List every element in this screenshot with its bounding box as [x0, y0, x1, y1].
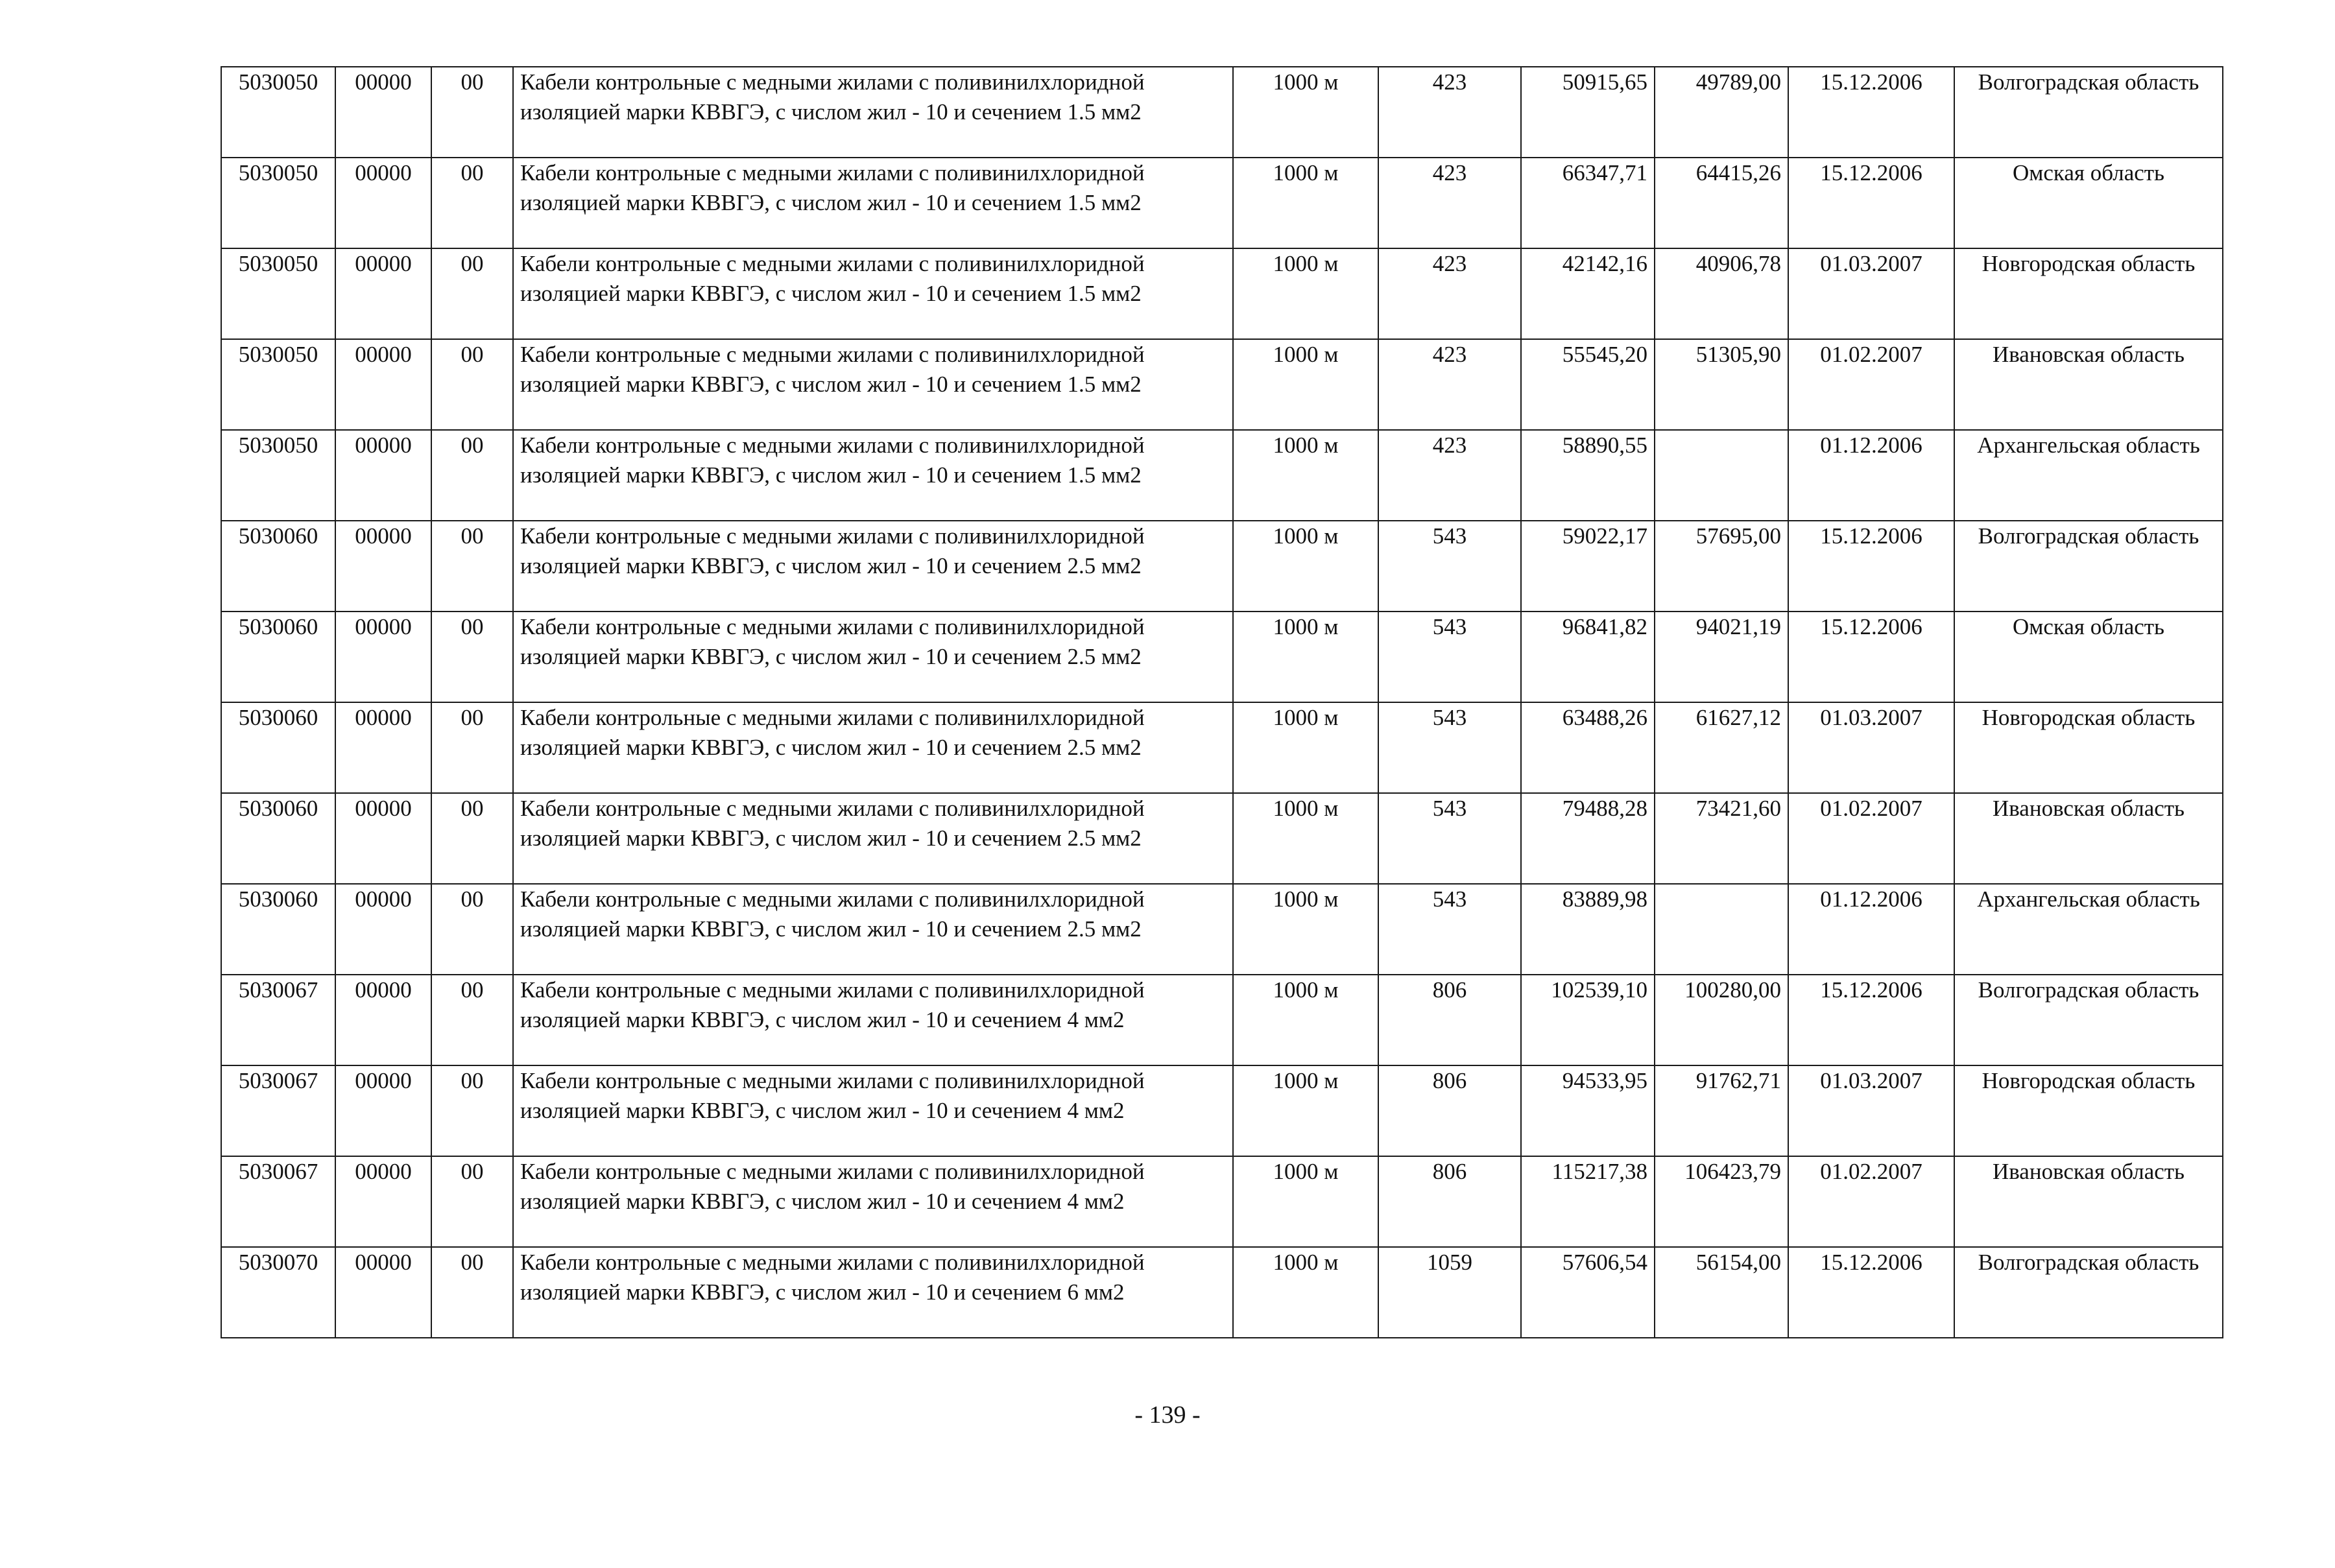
subcode-cell: 00000: [335, 1065, 431, 1156]
subcode-cell: 00000: [335, 1156, 431, 1247]
subcode-cell: 00000: [335, 1247, 431, 1338]
version-cell: 00: [431, 1156, 513, 1247]
product-code-cell: 5030060: [221, 793, 335, 884]
price-cell: 59022,17: [1521, 521, 1655, 612]
price-cell: 63488,26: [1521, 702, 1655, 793]
product-code-cell: 5030067: [221, 975, 335, 1065]
region-cell: Волгоградская область: [1954, 67, 2223, 158]
description-cell: Кабели контрольные с медными жилами с поливинилхлоридной изоляцией марки КВВГЭ, с числом жил - 10 и сечением 2.5 мм2: [513, 702, 1233, 793]
version-cell: 00: [431, 430, 513, 521]
quantity-cell: 423: [1378, 248, 1521, 339]
price-cell: 55545,20: [1521, 339, 1655, 430]
price-cell: 58890,55: [1521, 430, 1655, 521]
price-alt-cell: 106423,79: [1655, 1156, 1788, 1247]
table-row: [221, 702, 2223, 793]
date-cell: 15.12.2006: [1788, 158, 1954, 248]
version-cell: 00: [431, 975, 513, 1065]
document-sheet: [221, 66, 2222, 1338]
description-cell: Кабели контрольные с медными жилами с поливинилхлоридной изоляцией марки КВВГЭ, с числом жил - 10 и сечением 1.5 мм2: [513, 67, 1233, 158]
price-cell: 50915,65: [1521, 67, 1655, 158]
quantity-cell: 1059: [1378, 1247, 1521, 1338]
version-cell: 00: [431, 1065, 513, 1156]
table-row: [221, 884, 2223, 975]
product-code-cell: 5030050: [221, 248, 335, 339]
price-alt-cell: [1655, 884, 1788, 975]
price-cell: 79488,28: [1521, 793, 1655, 884]
subcode-cell: 00000: [335, 975, 431, 1065]
version-cell: 00: [431, 248, 513, 339]
unit-cell: 1000 м: [1233, 1156, 1378, 1247]
price-cell: 83889,98: [1521, 884, 1655, 975]
price-cell: 94533,95: [1521, 1065, 1655, 1156]
unit-cell: 1000 м: [1233, 430, 1378, 521]
price-alt-cell: 57695,00: [1655, 521, 1788, 612]
region-cell: Новгородская область: [1954, 702, 2223, 793]
table-row: [221, 339, 2223, 430]
description-cell: Кабели контрольные с медными жилами с поливинилхлоридной изоляцией марки КВВГЭ, с числом жил - 10 и сечением 1.5 мм2: [513, 430, 1233, 521]
table-row: [221, 521, 2223, 612]
region-cell: Волгоградская область: [1954, 1247, 2223, 1338]
price-alt-cell: 94021,19: [1655, 612, 1788, 702]
description-cell: Кабели контрольные с медными жилами с поливинилхлоридной изоляцией марки КВВГЭ, с числом жил - 10 и сечением 2.5 мм2: [513, 793, 1233, 884]
unit-cell: 1000 м: [1233, 339, 1378, 430]
quantity-cell: 543: [1378, 793, 1521, 884]
price-alt-cell: 64415,26: [1655, 158, 1788, 248]
subcode-cell: 00000: [335, 884, 431, 975]
date-cell: 15.12.2006: [1788, 975, 1954, 1065]
region-cell: Омская область: [1954, 612, 2223, 702]
quantity-cell: 423: [1378, 67, 1521, 158]
table-row: [221, 975, 2223, 1065]
table-row: [221, 793, 2223, 884]
product-code-cell: 5030050: [221, 339, 335, 430]
table-row: [221, 1065, 2223, 1156]
version-cell: 00: [431, 521, 513, 612]
date-cell: 01.12.2006: [1788, 430, 1954, 521]
unit-cell: 1000 м: [1233, 248, 1378, 339]
description-cell: Кабели контрольные с медными жилами с поливинилхлоридной изоляцией марки КВВГЭ, с числом жил - 10 и сечением 4 мм2: [513, 1065, 1233, 1156]
date-cell: 01.12.2006: [1788, 884, 1954, 975]
region-cell: Архангельская область: [1954, 884, 2223, 975]
table-row: [221, 158, 2223, 248]
price-cell: 42142,16: [1521, 248, 1655, 339]
description-cell: Кабели контрольные с медными жилами с поливинилхлоридной изоляцией марки КВВГЭ, с числом жил - 10 и сечением 1.5 мм2: [513, 248, 1233, 339]
table-row: [221, 430, 2223, 521]
date-cell: 01.03.2007: [1788, 1065, 1954, 1156]
price-alt-cell: 49789,00: [1655, 67, 1788, 158]
unit-cell: 1000 м: [1233, 1065, 1378, 1156]
product-code-cell: 5030060: [221, 612, 335, 702]
version-cell: 00: [431, 793, 513, 884]
product-code-cell: 5030050: [221, 158, 335, 248]
price-alt-cell: [1655, 430, 1788, 521]
subcode-cell: 00000: [335, 612, 431, 702]
price-cell: 57606,54: [1521, 1247, 1655, 1338]
product-code-cell: 5030050: [221, 67, 335, 158]
quantity-cell: 423: [1378, 158, 1521, 248]
price-cell: 66347,71: [1521, 158, 1655, 248]
region-cell: Ивановская область: [1954, 793, 2223, 884]
description-cell: Кабели контрольные с медными жилами с поливинилхлоридной изоляцией марки КВВГЭ, с числом жил - 10 и сечением 1.5 мм2: [513, 158, 1233, 248]
unit-cell: 1000 м: [1233, 793, 1378, 884]
version-cell: 00: [431, 702, 513, 793]
price-cell: 102539,10: [1521, 975, 1655, 1065]
product-code-cell: 5030070: [221, 1247, 335, 1338]
subcode-cell: 00000: [335, 793, 431, 884]
unit-cell: 1000 м: [1233, 158, 1378, 248]
product-code-cell: 5030067: [221, 1065, 335, 1156]
price-alt-cell: 40906,78: [1655, 248, 1788, 339]
price-alt-cell: 73421,60: [1655, 793, 1788, 884]
date-cell: 15.12.2006: [1788, 521, 1954, 612]
region-cell: Ивановская область: [1954, 1156, 2223, 1247]
description-cell: Кабели контрольные с медными жилами с поливинилхлоридной изоляцией марки КВВГЭ, с числом жил - 10 и сечением 2.5 мм2: [513, 884, 1233, 975]
price-cell: 115217,38: [1521, 1156, 1655, 1247]
region-cell: Ивановская область: [1954, 339, 2223, 430]
table-row: [221, 67, 2223, 158]
product-code-cell: 5030050: [221, 430, 335, 521]
version-cell: 00: [431, 612, 513, 702]
price-alt-cell: 100280,00: [1655, 975, 1788, 1065]
version-cell: 00: [431, 884, 513, 975]
product-code-cell: 5030060: [221, 702, 335, 793]
price-alt-cell: 91762,71: [1655, 1065, 1788, 1156]
description-cell: Кабели контрольные с медными жилами с поливинилхлоридной изоляцией марки КВВГЭ, с числом жил - 10 и сечением 2.5 мм2: [513, 612, 1233, 702]
version-cell: 00: [431, 158, 513, 248]
subcode-cell: 00000: [335, 248, 431, 339]
quantity-cell: 543: [1378, 521, 1521, 612]
description-cell: Кабели контрольные с медными жилами с поливинилхлоридной изоляцией марки КВВГЭ, с числом жил - 10 и сечением 6 мм2: [513, 1247, 1233, 1338]
subcode-cell: 00000: [335, 430, 431, 521]
date-cell: 01.02.2007: [1788, 1156, 1954, 1247]
subcode-cell: 00000: [335, 702, 431, 793]
quantity-cell: 423: [1378, 339, 1521, 430]
quantity-cell: 423: [1378, 430, 1521, 521]
page-number: - 139 -: [1134, 1401, 1201, 1429]
date-cell: 01.03.2007: [1788, 702, 1954, 793]
table-row: [221, 248, 2223, 339]
date-cell: 15.12.2006: [1788, 1247, 1954, 1338]
quantity-cell: 806: [1378, 1156, 1521, 1247]
price-alt-cell: 51305,90: [1655, 339, 1788, 430]
quantity-cell: 543: [1378, 884, 1521, 975]
subcode-cell: 00000: [335, 158, 431, 248]
table-body: [221, 67, 2223, 1338]
table-row: [221, 1156, 2223, 1247]
version-cell: 00: [431, 1247, 513, 1338]
region-cell: Волгоградская область: [1954, 521, 2223, 612]
unit-cell: 1000 м: [1233, 702, 1378, 793]
price-alt-cell: 61627,12: [1655, 702, 1788, 793]
unit-cell: 1000 м: [1233, 67, 1378, 158]
quantity-cell: 806: [1378, 975, 1521, 1065]
subcode-cell: 00000: [335, 339, 431, 430]
price-alt-cell: 56154,00: [1655, 1247, 1788, 1338]
price-table: [221, 66, 2223, 1338]
subcode-cell: 00000: [335, 67, 431, 158]
date-cell: 01.03.2007: [1788, 248, 1954, 339]
unit-cell: 1000 м: [1233, 1247, 1378, 1338]
unit-cell: 1000 м: [1233, 975, 1378, 1065]
description-cell: Кабели контрольные с медными жилами с поливинилхлоридной изоляцией марки КВВГЭ, с числом жил - 10 и сечением 1.5 мм2: [513, 339, 1233, 430]
description-cell: Кабели контрольные с медными жилами с поливинилхлоридной изоляцией марки КВВГЭ, с числом жил - 10 и сечением 2.5 мм2: [513, 521, 1233, 612]
unit-cell: 1000 м: [1233, 521, 1378, 612]
description-cell: Кабели контрольные с медными жилами с поливинилхлоридной изоляцией марки КВВГЭ, с числом жил - 10 и сечением 4 мм2: [513, 975, 1233, 1065]
region-cell: Архангельская область: [1954, 430, 2223, 521]
date-cell: 15.12.2006: [1788, 67, 1954, 158]
version-cell: 00: [431, 339, 513, 430]
date-cell: 15.12.2006: [1788, 612, 1954, 702]
region-cell: Волгоградская область: [1954, 975, 2223, 1065]
product-code-cell: 5030067: [221, 1156, 335, 1247]
price-cell: 96841,82: [1521, 612, 1655, 702]
product-code-cell: 5030060: [221, 884, 335, 975]
product-code-cell: 5030060: [221, 521, 335, 612]
quantity-cell: 806: [1378, 1065, 1521, 1156]
subcode-cell: 00000: [335, 521, 431, 612]
unit-cell: 1000 м: [1233, 612, 1378, 702]
region-cell: Омская область: [1954, 158, 2223, 248]
region-cell: Новгородская область: [1954, 1065, 2223, 1156]
description-cell: Кабели контрольные с медными жилами с поливинилхлоридной изоляцией марки КВВГЭ, с числом жил - 10 и сечением 4 мм2: [513, 1156, 1233, 1247]
table-row: [221, 1247, 2223, 1338]
version-cell: 00: [431, 67, 513, 158]
region-cell: Новгородская область: [1954, 248, 2223, 339]
unit-cell: 1000 м: [1233, 884, 1378, 975]
quantity-cell: 543: [1378, 702, 1521, 793]
table-row: [221, 612, 2223, 702]
quantity-cell: 543: [1378, 612, 1521, 702]
date-cell: 01.02.2007: [1788, 339, 1954, 430]
date-cell: 01.02.2007: [1788, 793, 1954, 884]
